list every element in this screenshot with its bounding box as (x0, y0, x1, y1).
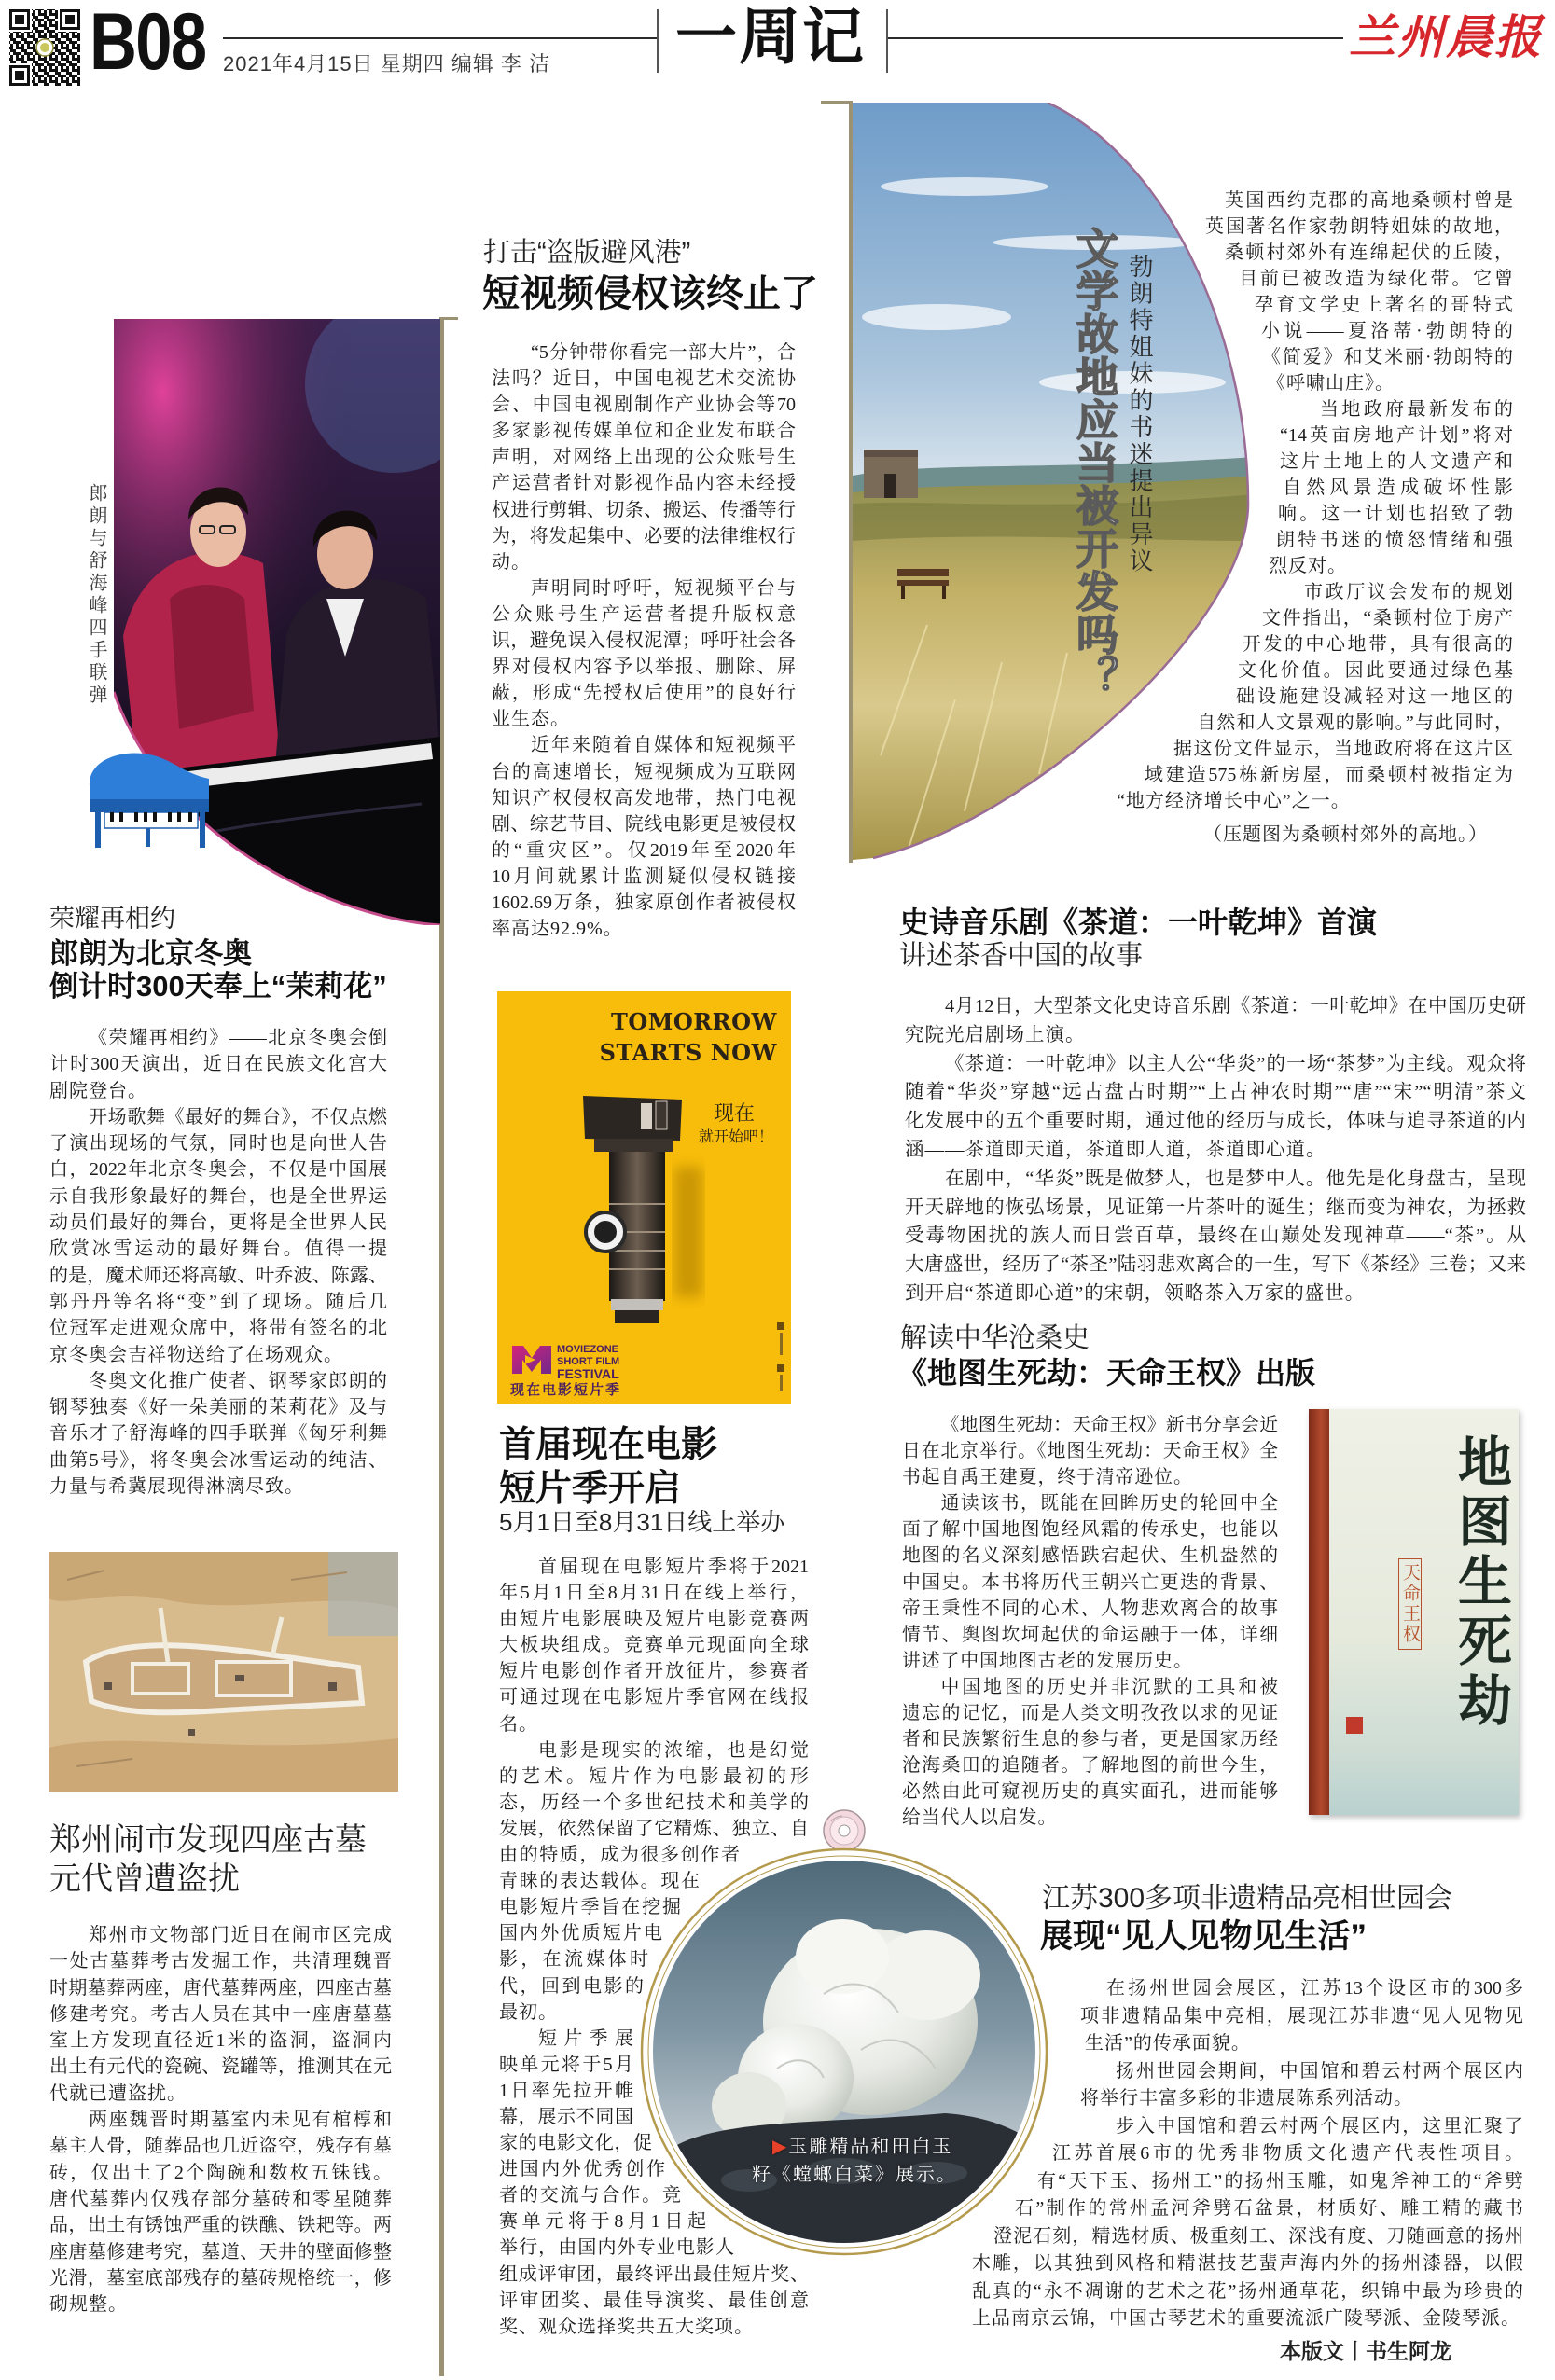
text-line: 奖、观众选择奖共五大奖项。 (499, 2316, 754, 2337)
social-text-mark (780, 1333, 783, 1355)
text-line: 短片季展 (538, 2027, 633, 2049)
article-subheadline-vertical: 勃朗特姐妹的书迷提出异议 (1126, 254, 1154, 575)
text-line: 烈反对。 (1269, 556, 1347, 576)
text-line: 目前已被改造为绿化带。它曾 (1239, 269, 1513, 289)
poster-slogan-line: 现在 (714, 1101, 756, 1125)
qr-code-graphic (7, 7, 82, 88)
paragraph (49, 1104, 387, 1368)
text-line: 举行，由国内外专业电影人 (499, 2237, 734, 2259)
paragraph (1110, 396, 1513, 579)
article-body (1110, 187, 1513, 814)
poster-slogan-english (600, 1006, 777, 1068)
text-line: 石”制作的常州孟河斧劈石盆景，材质好、雕工精的藏书 (1015, 2198, 1523, 2219)
text-line: 短片电影创作者开放征片，参赛者 (499, 1661, 809, 1682)
article-kicker: 江苏300多项非遗精品亮相世园会 (1042, 1883, 1453, 1914)
text-line: 率高达92.9%。 (492, 919, 623, 940)
article-body (49, 1025, 387, 1500)
section-title-bar-right (886, 9, 888, 73)
text-line: 英国西约克郡的高地桑顿村曾是 (1225, 190, 1513, 211)
text-line: 评审团奖、最佳导演奖、最佳创意 (499, 2290, 809, 2311)
piano-icon (84, 741, 215, 851)
article-subheadline: 讲述茶香中国的故事 (899, 941, 1144, 971)
article-kicker: 打击“盗版避风港” (483, 238, 691, 268)
text-line: 给当代人以启发。 (902, 1807, 1058, 1829)
headline-line: 倒计时300天奉上“茉莉花” (49, 970, 387, 1003)
text-line: 京冬奥会吉祥物送给了在场观众。 (49, 1344, 343, 1365)
article-headline-vertical: 文学故地应当被开发吗？ (1070, 227, 1118, 699)
text-line: 家的电影文化，促 (499, 2133, 652, 2154)
article-kicker: 荣耀再相约 (49, 905, 175, 933)
text-line: 大板块组成。竞赛单元现面向全球 (499, 1635, 809, 1656)
text-line: 生活”的传承面貌。 (1085, 2033, 1251, 2054)
festival-poster (497, 991, 791, 1404)
festival-logo-icon (510, 1344, 553, 1376)
article-body (49, 1922, 392, 2318)
photo-note: （压题图为桑顿村郊外的高地。） (1203, 824, 1488, 845)
text-line: 到开启“茶道即心道”的宋朝，领略茶入万家的盛世。 (905, 1282, 1366, 1304)
text-line: 最初。 (499, 2001, 558, 2023)
text-line: 澄泥石刻，精选材质、极重刻工、深浅有度、刀随画意的扬州 (993, 2225, 1523, 2247)
text-line: 可通过现在电影短片季官网在线报 (499, 1687, 809, 1709)
text-line: 声明同时呼吁，短视频平台与 (531, 577, 796, 599)
text-line: 映单元将于5月 (499, 2054, 633, 2075)
text-line: 开场歌舞《最好的舞台》，不仅点燃 (89, 1106, 387, 1128)
text-line: 赛单元将于8月1日起 (499, 2211, 706, 2233)
text-line: 情节、舆图坎坷起伏的命运融于一体，详细 (902, 1624, 1278, 1645)
text-line: 修建考究。考古人员在其中一座唐墓墓 (49, 2003, 392, 2025)
text-line: 出土有元代的瓷碗、瓷罐等，推测其在元 (49, 2056, 392, 2078)
text-line: 地图的名义深刻感悟跌宕起伏、生机盎然的 (902, 1545, 1278, 1567)
text-line: 据这份文件显示，当地政府将在这片区 (1173, 739, 1513, 759)
poster-slogan-line: 就开始吧！ (699, 1129, 774, 1145)
text-line: 多家影视传媒单位和企业发布联合 (492, 421, 796, 442)
text-line: 文化价值。因此要通过绿色基 (1238, 660, 1513, 681)
text-line: 产运营者针对影视作品内容未经授 (492, 473, 796, 494)
text-line: 声明，对网络上出现的公众账号生 (492, 447, 796, 468)
paragraph (492, 575, 796, 733)
caption-line: 籽《螳螂白菜》展示。 (752, 2165, 957, 2185)
text-line: 桑顿村郊外有连绵起伏的丘陵， (1225, 242, 1513, 263)
article-headline: 短视频侵权该终止了 (482, 273, 818, 314)
text-line: 法吗？近日，中国电视艺术交流协 (492, 368, 796, 390)
paragraph (49, 1368, 387, 1500)
article-headline: 《地图生死劫：天命王权》出版 (897, 1356, 1316, 1390)
paragraph (902, 1674, 1278, 1832)
text-line: 1日率先拉开帷 (499, 2080, 633, 2101)
article-body (905, 992, 1526, 1308)
text-line: 的是，魔术师还将高敏、叶乔波、陈露、 (49, 1265, 387, 1286)
paragraph (905, 1050, 1526, 1165)
text-line: 自然风景造成破坏性影 (1283, 477, 1513, 498)
text-line: 础设施建设减轻对这一地区的 (1236, 686, 1513, 707)
page-number: B08 (90, 0, 206, 87)
text-line: 青睐的表达载体。现在 (499, 1871, 700, 1892)
paragraph (902, 1490, 1278, 1674)
text-line: 项非遗精品集中亮相，展现江苏非遗“见人见物见 (1080, 2005, 1523, 2027)
text-line: 大唐盛世，经历了“茶圣”陆羽悲欢离合的一生，写下《茶经》三卷；又来 (905, 1254, 1526, 1276)
text-line: 蔽，形成“先授权后使用”的良好行 (492, 683, 796, 704)
text-line: 国内外优质短片电 (499, 1923, 662, 1944)
section-title: 一周记 (675, 0, 866, 73)
paragraph (499, 1554, 809, 1737)
logo-line: MOVIEZONE (557, 1344, 619, 1355)
text-line: 的“重灾区”。仅2019年至2020年 (492, 839, 796, 861)
logo-line: SHORT FILM (557, 1355, 620, 1367)
text-line: 这片土地上的人文遗产和 (1280, 451, 1513, 472)
text-line: 书起自禹王建夏，终于清帝逊位。 (902, 1467, 1193, 1488)
text-line: 动员们最好的舞台，更将是全世界人民 (49, 1212, 387, 1234)
article-body (972, 1975, 1523, 2333)
paragraph (972, 1975, 1523, 2058)
text-line: 乱真的“永不凋谢的艺术之花”扬州通草花，织锦中最为珍贵的 (972, 2280, 1523, 2302)
text-line: 域建造575栋新房屋，而桑顿村被指定为 (1145, 765, 1513, 785)
article-subheadline: 5月1日至8月31日线上举办 (499, 1508, 785, 1536)
book-cover-subtitle: 天命王权 (1398, 1558, 1422, 1650)
text-line: “14英亩房地产计划”将对 (1280, 425, 1513, 446)
text-line: 品，出土有锈蚀严重的铁醮、铁耙等。两 (49, 2215, 392, 2236)
text-line: 英国著名作家勃朗特姐妹的故地， (1205, 216, 1513, 237)
text-line: 化发展中的五个重要时期，通过他的经历与成长，体味与追寻茶道的内 (905, 1111, 1526, 1132)
text-line: 讲述了中国地图古老的发展历史。 (902, 1650, 1193, 1671)
text-line: 受毒物困扰的族人而日尝百草，最终在山巅处发现神草——“茶”。从 (905, 1225, 1526, 1247)
text-line: 通读该书，既能在回眸历史的轮回中全 (940, 1493, 1278, 1515)
text-line: 上品南京云锦，中国古琴艺术的重要流派广陵琴派、金陵琴派。 (972, 2308, 1520, 2329)
text-line: 有“天下玉、扬州工”的扬州玉雕，如鬼斧神工的“斧劈 (1037, 2170, 1523, 2192)
column-divider-left-cap (439, 317, 458, 320)
article-body (492, 339, 796, 942)
page-byline: 本版文丨书生阿龙 (1280, 2339, 1451, 2363)
text-line: 中国地图的历史并非沉默的工具和被 (940, 1676, 1278, 1697)
festival-logo-text (557, 1344, 619, 1381)
article-headline (499, 1423, 717, 1511)
text-line: 10月间就累计监测疑似侵权链接 (492, 865, 796, 887)
text-line: 电影短片季旨在挖掘 (499, 1897, 681, 1918)
text-line: 由短片电影展映及短片电影竞赛两 (499, 1609, 809, 1630)
social-text-mark (780, 1375, 783, 1391)
text-line: 砌规整。 (49, 2294, 128, 2316)
text-line: 曲第5号》，将冬奥会冰雪运动的纯洁、 (49, 1449, 387, 1471)
text-line: 文件指出，“桑顿村位于房产 (1262, 608, 1513, 629)
text-line: 剧院登台。 (49, 1080, 147, 1101)
book-cover-image (1309, 1409, 1519, 1815)
paragraph (1110, 187, 1513, 396)
text-line: 中国史。本书将历代王朝兴亡更迭的背景、 (902, 1571, 1278, 1593)
book-cover-title: 地图生死劫 (1449, 1433, 1512, 1732)
article-headline: 史诗音乐剧《茶道：一叶乾坤》首演 (899, 906, 1378, 939)
jade-photo-caption (752, 2133, 957, 2189)
paragraph (49, 2107, 392, 2318)
excavation-site-photo (49, 1552, 398, 1792)
text-line: 公众账号生产运营者提升版权意 (492, 603, 796, 625)
text-line: 光滑，墓室底部残存的墓砖规格统一，修 (49, 2267, 392, 2289)
page-header (0, 0, 1555, 93)
headline-line: 元代曾遭盗扰 (49, 1861, 240, 1897)
text-line: 市政厅议会发布的规划 (1304, 582, 1513, 602)
paragraph (972, 2113, 1523, 2333)
text-line: 开发的中心地带，具有很高的 (1243, 634, 1513, 655)
text-line: 沧海桑田的追随者。了解地图的前世今生， (902, 1755, 1278, 1777)
text-line: 在剧中，“华炎”既是做梦人，也是梦中人。他先是化身盘古，呈现 (945, 1168, 1526, 1189)
paragraph (972, 2058, 1523, 2113)
text-line: 知识产权侵权高发地带，热门电视 (492, 787, 796, 809)
festival-logo-chinese: 现在电影短片季 (510, 1382, 622, 1398)
logo-line: FESTIVAL (557, 1366, 619, 1381)
text-line: 唐代墓葬内仅残存部分墓砖和零星随葬 (49, 2188, 392, 2209)
text-line: 发展，依然保留了它精炼、独立、自 (499, 1818, 809, 1839)
column-divider-right-cap (821, 101, 853, 104)
text-line: 白，2022年北京冬奥会，不仅是中国展 (49, 1159, 387, 1181)
article-body (902, 1412, 1278, 1832)
text-line: 响。这一计划也招致了勃 (1278, 504, 1513, 524)
caption-line (752, 2133, 957, 2161)
book-spine (1309, 1409, 1329, 1815)
article-kicker: 解读中华沧桑史 (900, 1323, 1090, 1353)
text-line: 会、中国电视剧制作产业协会等70 (492, 394, 796, 416)
text-line: 计时300天演出，近日在民族文化宫大 (49, 1054, 387, 1075)
text-line: 在扬州世园会展区，江苏13个设区市的300多 (1106, 1978, 1523, 1999)
text-line: 了演出现场的气氛，同时也是向世人告 (49, 1133, 387, 1155)
text-line: 名。 (499, 1713, 538, 1735)
social-icon (777, 1364, 784, 1372)
text-line: 权进行剪辑、切条、搬运、传播等行 (492, 499, 796, 520)
text-line: 者的交流与合作。竞 (499, 2185, 681, 2207)
text-line: 时期墓葬两座，唐代墓葬两座，四座古墓 (49, 1977, 392, 1999)
triangle-icon: ▶ (772, 2137, 789, 2157)
text-line: 开天辟地的恢弘场景，见证第一片茶叶的诞生；继而变为神农，为拯救 (905, 1197, 1526, 1218)
paragraph (49, 1025, 387, 1104)
paragraph (902, 1412, 1278, 1490)
text-line: 面了解中国地图饱经风霜的传承史，也能以 (902, 1519, 1278, 1541)
article-headline: 展现“见人见物见生活” (1040, 1918, 1368, 1955)
text-line: “5分钟带你看完一部大片”，合 (531, 342, 796, 363)
paragraph (492, 732, 796, 942)
newspaper-masthead-logo: 兰州晨报 (1349, 9, 1543, 64)
text-line: 扬州世园会期间，中国馆和碧云村两个展区内 (1116, 2060, 1523, 2082)
poster-headline-line: STARTS NOW (599, 1039, 777, 1066)
text-line: 座唐墓修建考究，墓道、天井的壁面修整 (49, 2241, 392, 2262)
caption-text: 玉雕精品和田白玉 (788, 2137, 953, 2157)
paragraph (1110, 579, 1513, 814)
text-line: 小说——夏洛蒂·勃朗特的 (1261, 321, 1513, 341)
text-line: 自然和人文景观的影响。”与此同时， (1197, 713, 1513, 733)
text-line: 《简爱》和艾米丽·勃朗特的 (1262, 347, 1513, 367)
text-line: 位冠军走进观众席中，将带有签名的北 (49, 1318, 387, 1339)
paragraph (905, 992, 1526, 1050)
poster-social-marks (777, 1322, 784, 1397)
text-line: 日在北京举行。《地图生死劫：天命王权》全 (902, 1441, 1278, 1462)
text-line: 江苏首展6市的优秀非物质文化遗产代表性项目。 (1052, 2143, 1523, 2164)
text-line: 进国内外优秀创作 (499, 2159, 665, 2180)
text-line: 郑州市文物部门近日在闹市区完成 (89, 1925, 392, 1945)
text-line: 《茶道：一叶乾坤》以主人公“华炎”的一场“茶梦”为主线。观众将 (945, 1053, 1526, 1074)
text-line: 步入中国馆和碧云村两个展区内，这里汇聚了 (1116, 2115, 1523, 2137)
text-line: 1602.69万条，独家原创作者被侵权 (492, 892, 796, 913)
text-line: 室上方发现直径近1米的盗洞，盗洞内 (49, 2030, 392, 2052)
camera-lens-image (581, 1092, 712, 1325)
text-line: 《荣耀再相约》——北京冬奥会倒 (89, 1028, 387, 1048)
text-line: “地方经济增长中心”之一。 (1117, 791, 1351, 811)
text-line: 欣赏冰雪运动的最好舞台。值得一提 (49, 1238, 387, 1260)
article-headline (49, 1820, 367, 1899)
text-line: 必然由此可窥视历史的真实面孔，进而能够 (902, 1781, 1278, 1803)
text-line: 态，历经一个多世纪技术和美学的 (499, 1792, 809, 1813)
qr-code-icon (7, 7, 82, 88)
headline-line: 首届现在电影 (499, 1425, 718, 1465)
text-line: 帝王秉性不同的心术、人物悲欢离合的故事 (902, 1598, 1278, 1619)
text-line: 电影是现实的浓缩，也是幻觉 (538, 1739, 809, 1761)
text-line: 朗特书迷的愤怒情绪和强 (1276, 530, 1513, 550)
book-cover-seal (1346, 1717, 1363, 1734)
text-line: 砖，仅出土了2个陶碗和数枚五铢钱。 (49, 2162, 392, 2183)
text-line: 孕育文学史上著名的哥特式 (1255, 295, 1513, 315)
text-line: 一处古墓葬考古发掘工作，共清理魏晋 (49, 1951, 392, 1972)
text-line: 业生态。 (492, 709, 570, 730)
headline-line: 郎朗为北京冬奥 (49, 937, 252, 970)
text-line: 音乐才子舒海峰的四手联弹《匈牙利舞 (49, 1423, 387, 1445)
text-line: 代，回到电影的 (499, 1975, 644, 1997)
text-line: 近年来随着自媒体和短视频平 (531, 735, 796, 756)
header-rule-left (223, 37, 657, 39)
text-line: 剧、综艺节目、院线电影更是被侵权 (492, 813, 796, 835)
text-line: 动。 (492, 551, 531, 573)
text-line: 当地政府最新发布的 (1320, 399, 1513, 420)
text-line: 识，避免误入侵权泥潭；呼吁社会各 (492, 630, 796, 652)
text-line: 两座魏晋时期墓室内未见有棺椁和 (89, 2110, 392, 2131)
text-line: 的艺术。短片作为电影最初的形 (499, 1765, 809, 1787)
text-line: 台的高速增长，短视频成为互联网 (492, 761, 796, 782)
text-line: 《呼啸山庄》。 (1267, 373, 1395, 394)
text-line: 幕，展示不同国 (499, 2106, 633, 2127)
text-line: 代就已遭盗扰。 (49, 2082, 187, 2104)
text-line: 究院光启剧场上演。 (905, 1024, 1086, 1045)
text-line: 力量与希冀展现得淋漓尽致。 (49, 1476, 304, 1498)
paragraph (49, 1922, 392, 2107)
photo-caption: 郎朗与舒海峰四手联弹 (86, 483, 106, 707)
text-line: 将举行丰富多彩的非遗展陈系列活动。 (1080, 2088, 1413, 2109)
text-line: 影，在流媒体时 (499, 1949, 648, 1971)
text-line: 墓主人骨，随葬品也几近盗空，残存有墓 (49, 2136, 392, 2157)
text-line: 者和民族繁衍生息的参与者，更是国家历经 (902, 1729, 1278, 1750)
text-line: 为，将发起集中、必要的法律维权行 (492, 525, 796, 547)
headline-line: 郑州闹市发现四座古墓 (49, 1822, 367, 1858)
text-line: 钢琴独奏《好一朵美丽的茉莉花》及与 (49, 1397, 387, 1418)
text-line: 《地图生死劫：天命王权》新书分享会近 (940, 1415, 1278, 1435)
text-line: 由的特质，成为很多创作者 (499, 1845, 740, 1866)
text-line: 首届现在电影短片季将于2021 (538, 1557, 809, 1577)
text-line: 郭丹丹等名将“变”到了现场。随后几 (49, 1291, 387, 1312)
text-line: 冬奥文化推广使者、钢琴家郎朗的 (89, 1370, 387, 1391)
text-line: 示自我形象最好的舞台，也是全世界运 (49, 1185, 387, 1207)
text-line: 4月12日，大型茶文化史诗音乐剧《茶道：一叶乾坤》在中国历史研 (945, 996, 1526, 1017)
text-line: 涵——茶道即天道，茶道即人道，茶道即心道。 (905, 1139, 1326, 1160)
text-line: 组成评审团，最终评出最佳短片奖、 (499, 2263, 809, 2285)
text-line: 界对侵权内容予以举报、删除、屏 (492, 657, 796, 678)
text-line: 年5月1日至8月31日在线上举行， (499, 1583, 809, 1604)
social-icon (777, 1322, 784, 1330)
text-line: 遗忘的记忆，而是人类文明孜孜以求的见证 (902, 1703, 1278, 1724)
text-line: 随着“华炎”穿越“远古盘古时期”“上古神农时期”“唐”“宋”“明清”茶文 (905, 1082, 1526, 1103)
text-line: 木雕，以其独到风格和精湛技艺蜚声海内外的扬州漆器，以假 (972, 2253, 1523, 2274)
header-rule-right (888, 37, 1343, 39)
issue-date-line: 2021年4月15日 星期四 编辑 李 洁 (223, 52, 551, 76)
paragraph (905, 1165, 1526, 1308)
paragraph (492, 339, 796, 575)
poster-headline-line: TOMORROW (611, 1008, 777, 1035)
article-headline (49, 937, 387, 1003)
headline-line: 短片季开启 (499, 1469, 682, 1509)
section-title-bar-left (657, 9, 659, 73)
